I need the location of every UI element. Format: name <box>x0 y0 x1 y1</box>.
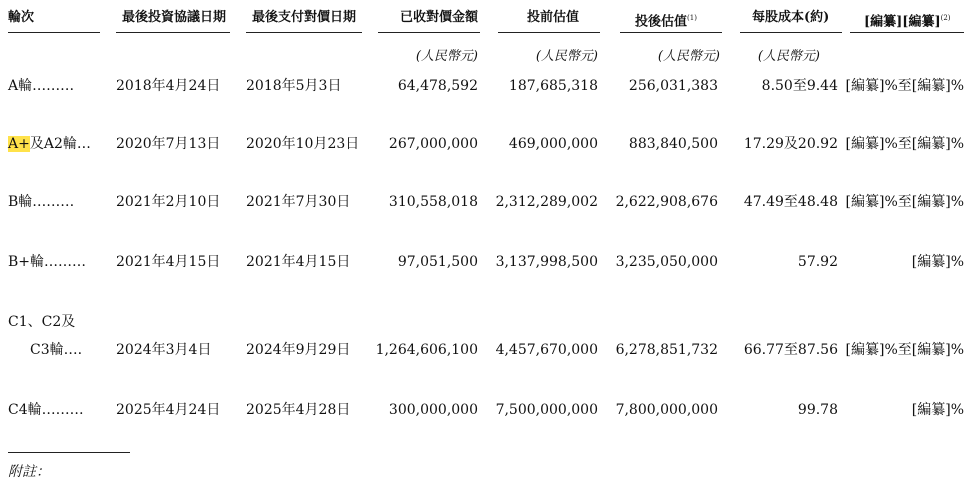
agreement-date-cell: 2021年4月15日 <box>116 254 221 270</box>
payment-date-cell: 2025年4月28日 <box>246 402 351 418</box>
header-round: 輪次 <box>8 10 35 25</box>
amount-cell: 97,051,500 <box>397 254 478 270</box>
table-row-round <box>8 253 86 271</box>
discount-cell: [編纂]%至[編纂]% <box>845 342 964 358</box>
round-label: C4輪……… <box>8 402 84 418</box>
footnote-title: 附註： <box>8 464 50 480</box>
header-post-money-label: 投後估值 <box>635 14 688 30</box>
agreement-date-cell: 2025年4月24日 <box>116 402 221 418</box>
cost-per-share-cell: 57.92 <box>797 254 838 270</box>
pre-money-cell: 4,457,670,000 <box>495 342 598 358</box>
table-row-round <box>8 313 75 331</box>
discount-cell: [編纂]%至[編纂]% <box>845 194 964 210</box>
header-agreement-date: 最後投資協議日期 <box>122 10 227 25</box>
header-payment-date: 最後支付對價日期 <box>252 10 357 25</box>
agreement-date-cell: 2024年3月4日 <box>116 342 212 358</box>
amount-cell: 267,000,000 <box>388 136 478 152</box>
pre-money-cell: 7,500,000,000 <box>495 402 598 418</box>
header-cost-per-share: 每股成本(約) <box>752 10 830 25</box>
header-rule <box>620 32 722 33</box>
pre-money-cell: 2,312,289,002 <box>495 194 598 210</box>
amount-cell: 64,478,592 <box>397 78 478 94</box>
discount-cell: [編纂]% <box>911 402 964 418</box>
payment-date-cell: 2020年10月23日 <box>246 136 360 152</box>
amount-cell: 300,000,000 <box>388 402 478 418</box>
table-row-round <box>8 193 74 211</box>
unit-label-pre-money: (人民幣元) <box>535 49 598 64</box>
post-money-cell: 2,622,908,676 <box>615 194 718 210</box>
agreement-date-cell: 2018年4月24日 <box>116 78 221 94</box>
unit-label-cost: (人民幣元) <box>757 49 820 64</box>
post-money-cell: 7,800,000,000 <box>615 402 718 418</box>
cost-per-share-cell: 66.77至87.56 <box>743 342 838 358</box>
table-row-round <box>8 135 91 153</box>
pre-money-cell: 469,000,000 <box>508 136 598 152</box>
header-discount-note: (2) <box>940 14 951 22</box>
unit-label-post-money: (人民幣元) <box>657 49 720 64</box>
table-row-round <box>8 77 74 95</box>
payment-date-cell: 2018年5月3日 <box>246 78 342 94</box>
cost-per-share-cell: 17.29及20.92 <box>743 136 838 152</box>
post-money-cell: 6,278,851,732 <box>615 342 718 358</box>
amount-cell: 310,558,018 <box>388 194 478 210</box>
header-rule <box>8 32 100 33</box>
amount-cell: 1,264,606,100 <box>375 342 478 358</box>
header-rule <box>246 32 362 33</box>
cost-per-share-cell: 8.50至9.44 <box>761 78 838 94</box>
cost-per-share-cell: 47.49至48.48 <box>743 194 838 210</box>
header-rule <box>850 32 964 33</box>
header-rule <box>498 32 600 33</box>
round-highlight: A+ <box>8 136 30 152</box>
discount-cell: [編纂]% <box>911 254 964 270</box>
payment-date-cell: 2021年7月30日 <box>246 194 351 210</box>
discount-cell: [編纂]%至[編纂]% <box>845 136 964 152</box>
header-pre-money: 投前估值 <box>527 10 580 25</box>
round-label: B+輪……… <box>8 254 87 270</box>
discount-cell: [編纂]%至[編纂]% <box>845 78 964 94</box>
payment-date-cell: 2024年9月29日 <box>246 342 351 358</box>
agreement-date-cell: 2020年7月13日 <box>116 136 221 152</box>
unit-label-amount: (人民幣元) <box>415 49 478 64</box>
header-amount: 已收對價金額 <box>400 10 479 25</box>
header-discount-label: [編纂][編纂] <box>864 14 941 30</box>
payment-date-cell: 2021年4月15日 <box>246 254 351 270</box>
header-post-money-note: (1) <box>687 14 697 22</box>
post-money-cell: 3,235,050,000 <box>615 254 718 270</box>
header-discount <box>864 10 951 30</box>
header-post-money <box>635 10 697 30</box>
footnote-rule <box>8 452 130 453</box>
round-label: A輪……… <box>8 78 75 94</box>
pre-money-cell: 3,137,998,500 <box>495 254 598 270</box>
pre-money-cell: 187,685,318 <box>508 78 598 94</box>
round-label: B輪……… <box>8 194 75 210</box>
round-label-line2: C3輪…. <box>30 342 83 358</box>
post-money-cell: 883,840,500 <box>628 136 718 152</box>
round-label: C1、C2及 <box>8 314 76 330</box>
agreement-date-cell: 2021年2月10日 <box>116 194 221 210</box>
header-rule <box>378 32 480 33</box>
header-rule <box>740 32 842 33</box>
post-money-cell: 256,031,383 <box>628 78 718 94</box>
cost-per-share-cell: 99.78 <box>797 402 838 418</box>
round-label: 及A2輪… <box>29 136 91 152</box>
table-row-round <box>8 401 84 419</box>
header-rule <box>116 32 230 33</box>
